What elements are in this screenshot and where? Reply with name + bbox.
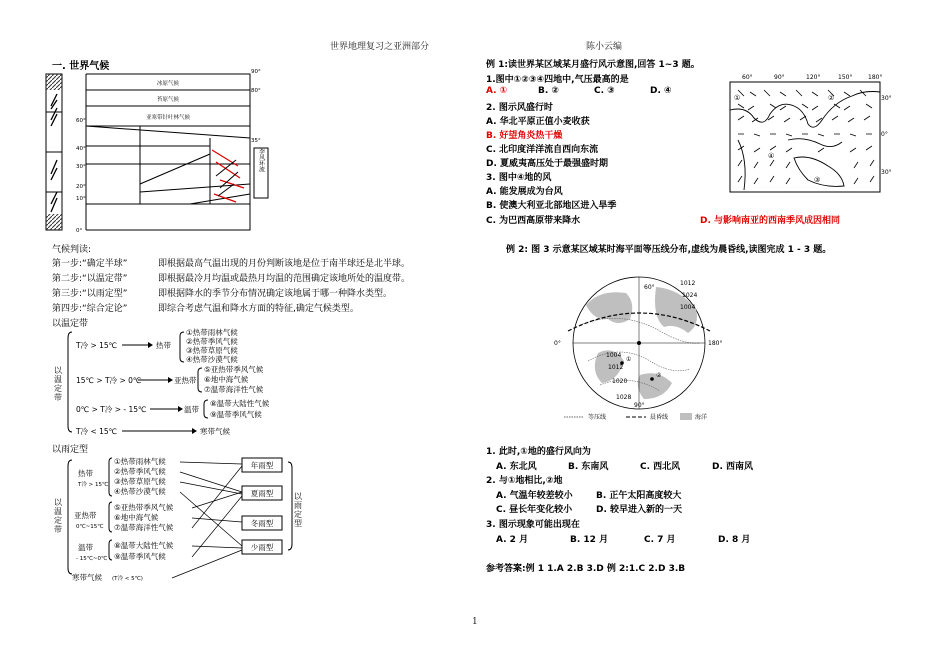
- header-author: 陈小云编: [586, 42, 623, 52]
- header-title: 世界地理复习之亚洲部分: [330, 42, 430, 52]
- step-4: [52, 301, 359, 314]
- lat-30: 30°: [76, 164, 86, 170]
- ex2-lbl-mark2: ②: [656, 372, 662, 379]
- answer-key: 参考答案:例 1 1.A 2.B 3.D 例 2:1.C 2.D 3.B: [486, 564, 686, 574]
- rain-side: 以温定带: [53, 498, 63, 534]
- rain-belt-4: 寒带气候: [72, 573, 102, 582]
- lat-10: 10°: [76, 196, 86, 202]
- temp-side: 以温定带: [53, 366, 63, 402]
- ex1-lon-180: 180°: [868, 74, 883, 81]
- ex2-q1-options: [496, 459, 753, 472]
- step-4-text: 即综合考虑气温和降水方面的特征,确定气候类型。: [158, 304, 359, 314]
- ex1-q3-opt-d: D. 与影响南亚的西南季风成因相同: [700, 216, 841, 226]
- lat-40: 40°: [76, 146, 86, 152]
- temp-item-7: ⑦温带海洋性气候: [204, 385, 264, 394]
- rain-cond-4: (T冷 < 5℃): [112, 576, 143, 582]
- rain-item-3: ③热带草原气候: [114, 477, 166, 486]
- method-title: 气候判读:: [52, 245, 92, 255]
- temp-belt-3: 温带: [184, 405, 199, 414]
- lat-0: 0°: [76, 228, 83, 234]
- rain-belt-3: 温带: [78, 543, 93, 552]
- ex2-q3-options: [496, 532, 750, 545]
- ex2-lbl-1004a: 1004: [680, 304, 696, 311]
- temp-item-2: ②热带季风气候: [186, 337, 238, 346]
- lat-80: 80°: [251, 88, 261, 94]
- temp-item-6: ⑥地中海气候: [204, 375, 249, 384]
- temp-belt-4: 寒带气候: [200, 427, 230, 436]
- ex1-q1-opt-c: C. ③: [594, 86, 615, 96]
- rain-item-6: ⑥地中海气候: [114, 513, 159, 522]
- ex1-mark-3: ③: [814, 176, 821, 184]
- ex2-q2-opt-a: A. 气温年较差较小: [496, 491, 573, 501]
- rain-cond-1: T冷 > 15℃: [78, 482, 109, 488]
- rain-item-7: ⑦温带海洋性气候: [114, 523, 174, 532]
- ex2-lbl-1028: 1028: [616, 394, 632, 401]
- ex2-lbl-180: 180°: [708, 340, 723, 347]
- temp-item-4: ④热带沙漠气候: [186, 355, 238, 364]
- ex1-lon-150: 150°: [838, 74, 853, 81]
- zone-ice: 冰原气候: [156, 81, 180, 87]
- ex2-q2-opt-b: B. 正午太阳高度较大: [596, 491, 682, 501]
- ex2-q2-opt-d: D. 较早进入新的一天: [596, 505, 683, 515]
- rain-type-diagram: [52, 452, 322, 584]
- step-2-text: 即根据最冷月均温或最热月均温的范围确定该地所处的温度带。: [158, 274, 411, 284]
- ex2-lbl-60: 60°: [644, 284, 655, 291]
- step-2-label: 第二步:“以温定带”: [52, 274, 128, 284]
- ex1-mark-1: ①: [734, 94, 741, 102]
- ex2-lbl-1004b: 1004: [606, 352, 622, 359]
- ex1-q1-opt-d: D. ④: [650, 86, 672, 96]
- rain-item-5: ⑤亚热带季风气候: [114, 503, 174, 512]
- temp-cond-2: 15℃ > T冷 > 0℃: [76, 376, 142, 385]
- rain-cond-2: 0℃~15℃: [76, 524, 104, 530]
- ex1-q1-options: [486, 86, 716, 96]
- step-2: [52, 271, 410, 284]
- rain-item-8: ⑧温带大陆性气候: [114, 541, 174, 550]
- ex1-lon-90: 90°: [774, 74, 785, 81]
- rain-type-3: 冬雨型: [250, 519, 274, 528]
- ex1-intro: 例 1:读世界某区域某月盛行风示意图,回答 1~3 题。: [486, 60, 700, 70]
- ex1-lat-30n: 30°: [881, 95, 892, 102]
- lat-20: 20°: [76, 184, 86, 190]
- ex2-intro: 例 2: 图 3 示意某区域某时海平面等压线分布,虚线为晨昏线,读图完成 1 - 3 题。: [506, 245, 832, 255]
- temp-item-3: ③热带草原气候: [186, 346, 238, 355]
- ex1-lat-0: 0°: [881, 131, 888, 138]
- rain-type-2: 夏雨型: [250, 489, 274, 498]
- page-number: 1: [472, 617, 478, 627]
- ex1-q3-opt-c: C. 为巴西高原带来降水: [486, 216, 581, 226]
- temp-cond-4: T冷 < 15℃: [76, 427, 118, 436]
- ex1-q2-opt-b: B. 好望角炎热干燥: [486, 131, 563, 141]
- rain-item-1: ①热带雨林气候: [114, 457, 166, 466]
- ex2-q3-opt-b: B. 12 月: [570, 535, 609, 545]
- rain-type-4: 少雨型: [250, 543, 274, 552]
- temp-title: 以温定带: [52, 319, 89, 329]
- step-1: [52, 256, 410, 269]
- ex1-q2: 2. 图示风盛行时: [486, 103, 553, 113]
- temp-cond-1: T冷 > 15℃: [76, 341, 118, 350]
- ex2-q1: 1. 此时,①地的盛行风向为: [486, 447, 591, 457]
- ex2-legend-isobar: 等压线: [588, 414, 607, 421]
- section-title: 一. 世界气候: [52, 61, 110, 72]
- ex2-q3-opt-a: A. 2 月: [496, 535, 529, 545]
- monsoon-label: 季风环流: [257, 148, 265, 172]
- ex1-q1: 1.图中①②③④四地中,气压最高的是: [486, 75, 629, 85]
- rain-type-1: 年雨型: [250, 461, 274, 470]
- ex1-q2-opt-c: C. 北印度洋洋流自西向东流: [486, 145, 599, 155]
- ex2-lbl-1012a: 1012: [680, 280, 696, 287]
- lat-60: 60°: [76, 118, 86, 124]
- ex2-q2-options-2: [496, 502, 682, 515]
- temp-belt-2: 亚热带: [174, 376, 197, 385]
- ex2-lbl-mark1: ①: [626, 356, 632, 363]
- temp-cond-3: 0℃ > T冷 > - 15℃: [76, 405, 147, 414]
- ex1-mark-2: ②: [828, 94, 835, 102]
- ex1-q1-opt-a: A. ①: [486, 86, 508, 96]
- ex2-lbl-1012b: 1012: [608, 364, 624, 371]
- ex1-lon-60: 60°: [742, 74, 753, 81]
- ex1-q3: 3. 图中④地的风: [486, 173, 552, 183]
- ex2-q2-opt-c: C. 昼长年变化较小: [496, 505, 573, 515]
- rain-side-2: 以雨定型: [293, 492, 303, 528]
- zone-taiga: 亚寒带针叶林气候: [145, 115, 191, 121]
- temp-item-5: ⑤亚热带季风气候: [204, 365, 264, 374]
- ex2-q1-opt-b: B. 东南风: [568, 462, 609, 472]
- ex1-wind-map: [724, 70, 892, 196]
- step-3: [52, 286, 392, 299]
- rain-belt-2: 亚热带: [74, 511, 97, 520]
- step-3-text: 即根据降水的季节分布情况确定该地属于哪一种降水类型。: [158, 289, 393, 299]
- ex1-q2-opt-a: A. 华北平原正值小麦收获: [486, 117, 590, 127]
- ex2-lbl-1020: 1020: [612, 378, 628, 385]
- lat-35: 35°: [251, 138, 261, 144]
- step-1-text: 即根据最高气温出现的月份判断该地是位于南半球还是北半球。: [158, 259, 411, 269]
- rain-item-4: ④热带沙漠气候: [114, 487, 166, 496]
- temp-item-1: ①热带雨林气候: [186, 328, 238, 337]
- rain-belt-1: 热带: [78, 469, 93, 478]
- ex2-lbl-0: 0°: [554, 340, 561, 347]
- rain-item-2: ②热带季风气候: [114, 467, 166, 476]
- ex2-lbl-90: 90°: [634, 402, 645, 409]
- ex1-lat-30s: 30°: [881, 169, 892, 176]
- ex2-legend-sea: 海洋: [695, 414, 708, 421]
- ex2-lbl-1024: 1024: [682, 292, 698, 299]
- ex1-q2-opt-d: D. 夏威夷高压处于最强盛时期: [486, 159, 609, 169]
- ex1-q1-opt-b: B. ②: [538, 86, 560, 96]
- lat-90: 90°: [251, 69, 261, 75]
- ex2-pressure-map: [554, 265, 723, 425]
- temp-item-8: ⑧温带大陆性气候: [210, 399, 270, 408]
- ex2-legend-terminator: 晨昏线: [650, 414, 669, 421]
- ex2-q3: 3. 图示现象可能出现在: [486, 520, 580, 530]
- ex2-q1-opt-d: D. 西南风: [712, 462, 754, 472]
- rain-title: 以雨定型: [52, 445, 89, 455]
- step-3-label: 第三步:“以雨定型”: [52, 289, 128, 299]
- climate-zone-diagram: [40, 64, 280, 234]
- ex2-q2-options-1: [496, 488, 681, 501]
- ex1-q3-opt-b: B. 使澳大利亚北部地区进入旱季: [486, 201, 617, 211]
- step-1-label: 第一步:“确定半球”: [52, 259, 128, 269]
- ex2-q2: 2. 与①地相比,②地: [486, 476, 563, 486]
- rain-item-9: ⑨温带季风气候: [114, 552, 166, 561]
- step-4-label: 第四步:“综合定论”: [52, 304, 128, 314]
- zone-tundra: 苔原气候: [156, 97, 180, 103]
- temp-belt-1: 热带: [156, 341, 171, 350]
- ex1-q3-opt-a: A. 能发展成为台风: [486, 187, 563, 197]
- ex2-q3-opt-c: C. 7 月: [644, 535, 676, 545]
- temp-item-9: ⑨温带季风气候: [210, 410, 262, 419]
- ex2-q1-opt-a: A. 东北风: [496, 462, 537, 472]
- ex1-lon-120: 120°: [806, 74, 821, 81]
- temp-belt-diagram: [52, 326, 312, 438]
- ex2-q1-opt-c: C. 西北风: [640, 462, 681, 472]
- ex1-mark-4: ④: [768, 152, 775, 160]
- rain-cond-3: - 15℃~0℃: [76, 556, 108, 562]
- ex2-q3-opt-d: D. 8 月: [718, 535, 751, 545]
